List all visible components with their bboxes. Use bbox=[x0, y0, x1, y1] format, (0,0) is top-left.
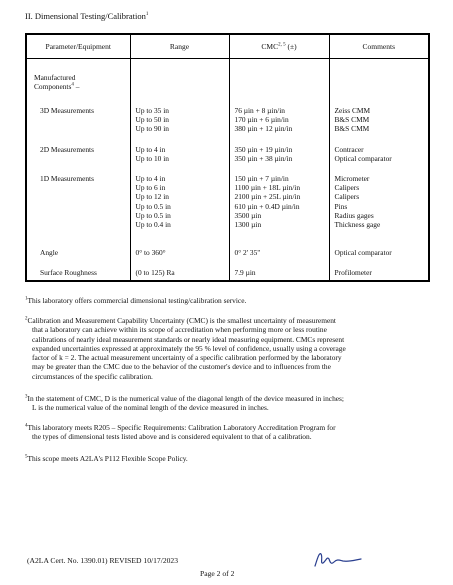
parameter-cell: 3D Measurements bbox=[40, 105, 94, 115]
range-cell: Up to 4 in Up to 6 in Up to 12 in Up to 0.5 in Up to 0.5 in Up to 0.4 in bbox=[130, 167, 229, 239]
header-range: Range bbox=[130, 34, 229, 59]
table-row bbox=[26, 260, 429, 281]
comments-cell: Zeiss CMM B&S CMM B&S CMM bbox=[329, 106, 429, 138]
cmc-cell: 150 µin + 7 µin/in 1100 µin + 18L µin/in 2100 µin + 25L µin/in 610 µin + 0.4D µin/in 3500 µin 1300 µin bbox=[229, 167, 329, 239]
range-cell: (0 to 125) Ra bbox=[130, 260, 229, 281]
range-cell: 0° to 360° bbox=[130, 239, 229, 260]
parameter-cell: 2D Measurements bbox=[40, 144, 94, 154]
footnote-4: $^4$This laboratory meets R205 – Specific Requirements: Calibration Laboratory Accreditation Program for the types of dimensional tests listed above and is considered equivalent to that of a calibration. bbox=[25, 423, 336, 442]
cmc-cell: 350 µin + 19 µin/in 350 µin + 38 µin/in bbox=[229, 138, 329, 167]
table-row bbox=[26, 59, 429, 106]
header-cmc: CMC$^{2, 5}$ (±) bbox=[229, 34, 329, 59]
header-comments: Comments bbox=[329, 34, 429, 59]
parameter-cell: 1D Measurements bbox=[40, 174, 94, 183]
parameter-cell: Angle bbox=[40, 247, 59, 257]
header-parameter: Parameter/Equipment bbox=[26, 34, 130, 59]
footnote-2: $^2$Calibration and Measurement Capability Uncertainty (CMC) is the smallest uncertainty of measurement that a laboratory can achieve within its scope of accreditation when performing more or less routine calibrations of nearly ideal measurement standards or nearly ideal measuring equipment. CMCs represent expanded uncertainties expressed at approximately the 95 % level of confidence, usually using a coverage factor of k = 2. The actual measurement uncertainty of a specific calibration performed by the laboratory may be greater than the CMC due to the behavior of the customer's device and to influences from the circumstances of the specific calibration. bbox=[25, 316, 346, 381]
comments-cell: Profilometer bbox=[329, 260, 429, 281]
table-row bbox=[26, 106, 429, 138]
comments-cell: Contracer Optical comparator bbox=[329, 138, 429, 167]
comments-cell: Optical comparator bbox=[329, 239, 429, 260]
comments-cell: Micrometer Calipers Calipers Pins Radius gages Thickness gage bbox=[329, 167, 429, 239]
signature-image bbox=[313, 548, 363, 570]
table-header-row bbox=[26, 34, 429, 59]
scope-table bbox=[25, 33, 430, 282]
footnote-3: $^3$In the statement of CMC, D is the numerical value of the diagonal length of the device measured in inches; L is the numerical value of the nominal length of the device measured in inches. bbox=[25, 394, 344, 413]
parameter-cell: Surface Roughness bbox=[40, 267, 97, 277]
footer-cert: (A2LA Cert. No. 1390.01) REVISED 10/17/2023 bbox=[27, 556, 179, 565]
cmc-cell: 0° 2' 35" bbox=[229, 239, 329, 260]
range-cell: Up to 35 in Up to 50 in Up to 90 in bbox=[130, 106, 229, 138]
page-number: Page 2 of 2 bbox=[200, 569, 235, 578]
cmc-cell: 7.9 µin bbox=[229, 260, 329, 281]
footnote-1: $^1$This laboratory offers commercial dimensional testing/calibration service. bbox=[25, 296, 247, 305]
group-label: Manufactured Components$^4$ – bbox=[34, 73, 80, 92]
cmc-cell: 76 µin + 8 µin/in 170 µin + 6 µin/in 380 µin + 12 µin/in bbox=[229, 106, 329, 138]
section-title: II. Dimensional Testing/Calibration$^1$ bbox=[25, 11, 149, 21]
footnote-5: $^5$This scope meets A2LA's P112 Flexible Scope Policy. bbox=[25, 454, 188, 463]
table-row bbox=[26, 138, 429, 167]
range-cell: Up to 4 in Up to 10 in bbox=[130, 138, 229, 167]
table-row bbox=[26, 167, 429, 239]
table-row bbox=[26, 239, 429, 260]
